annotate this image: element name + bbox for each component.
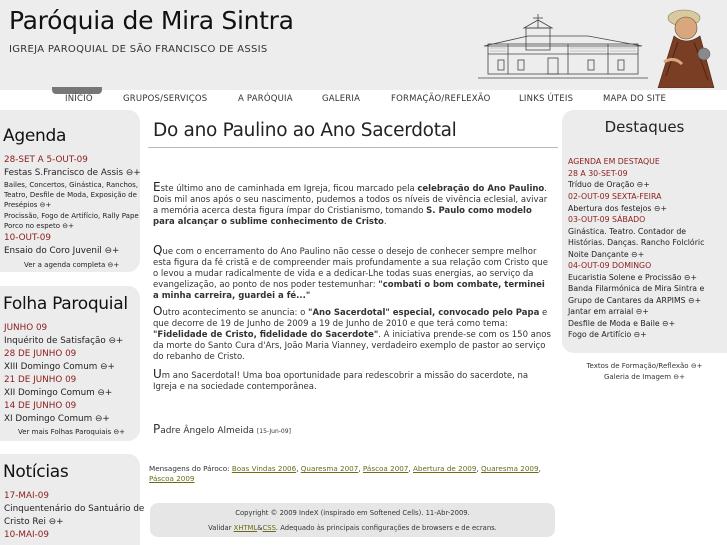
copyright-text: Copyright © 2009 IndeX (inspirado em Softened Cells). 11-Abr-2009. <box>235 509 470 517</box>
agenda-box <box>0 110 140 272</box>
agenda-date: 10-OUT-09 <box>4 233 51 243</box>
site-footer <box>150 503 555 537</box>
agenda-item-desc: Procissão, Fogo de Artifício, Rally Pape <box>4 212 139 220</box>
related-link[interactable]: Boas Vindas 2006 <box>231 464 297 473</box>
nav-item-mapa[interactable]: MAPA DO SITE <box>603 94 667 104</box>
destaques-item: Banda Filarmónica de Mira Sintra e <box>568 284 705 293</box>
article-signature: Padre Ângelo Almeida [15-Jun-09] <box>153 422 291 436</box>
agenda-item-presepios[interactable]: Presépios ⊖+ <box>4 201 52 209</box>
destaques-item: Ginástica. Teatro. Contador de <box>568 227 687 236</box>
folha-date: 14 DE JUNHO 09 <box>4 401 77 411</box>
noticias-date: 10-MAI-09 <box>4 530 49 540</box>
xhtml-link[interactable]: XHTML <box>233 524 258 532</box>
nav-item-galeria[interactable]: GALERIA <box>322 94 361 104</box>
related-messages: Mensagens do Pároco: Boas Vindas 2006, Quaresma 2007, Páscoa 2007, Abertura de 2009, Quaresma 2009, Páscoa 2009 <box>149 464 541 483</box>
nav-item-paroquia[interactable]: A PARÓQUIA <box>238 94 293 104</box>
destaques-item: Histórias. Danças. Rancho Folclóric <box>568 238 705 247</box>
destaques-item[interactable]: Tríduo de Oração ⊖+ <box>568 180 650 189</box>
destaques-item[interactable]: Jantar em arraial ⊖+ <box>568 307 649 316</box>
folha-item[interactable]: Inquérito de Satisfação ⊖+ <box>4 336 124 346</box>
agenda-item-desc: Bailes, Concertos, Ginástica, Ranchos, <box>4 181 139 189</box>
church-and-saint-illustration-icon <box>478 6 724 88</box>
nav-item-grupos[interactable]: GRUPOS/SERVIÇOS <box>123 94 208 104</box>
folha-item[interactable]: XIII Domingo Comum ⊖+ <box>4 362 115 372</box>
destaques-heading: AGENDA EM DESTAQUE <box>568 157 660 166</box>
article-paragraph: Que com o encerramento do Ano Paulino não cesse o desejo de conhecer sempre melhor esta figura da fé cristã e de compreender mais profundamente a sua relação com Cristo que o levou a mudar radicalmente de vida e a dedicar-Lhe todas suas energias, ao serviço da evangelização, ao ponto de nos poder testemunhar: "combati o bom combate, terminei a minha carreira, guardei a fé..." <box>153 243 548 301</box>
folha-title: Folha Paroquial <box>3 294 128 314</box>
nav-item-formacao[interactable]: FORMAÇÃO/REFLEXÃO <box>391 94 491 104</box>
css-link[interactable]: CSS <box>262 524 276 532</box>
title-divider <box>148 147 558 148</box>
folha-box <box>0 286 140 441</box>
destaques-item[interactable]: Grupo de Cantares da ARPIMS ⊖+ <box>568 296 702 305</box>
article-paragraph: Um ano Sacerdotal! Uma boa oportunidade para redescobrir a missão do sacerdote, na Igreja e na sociedade contemporânea. <box>153 367 529 392</box>
nav-item-inicio[interactable]: INÍCIO <box>65 94 93 104</box>
agenda-item-coro[interactable]: Ensaio do Coro Juvenil ⊖+ <box>4 246 120 256</box>
destaques-item[interactable]: Eucaristia Solene e Procissão ⊖+ <box>568 273 698 282</box>
related-link[interactable]: Quaresma 2009 <box>481 464 539 473</box>
galeria-link[interactable]: Galeria de Imagem ⊖+ <box>604 373 685 381</box>
destaques-item[interactable]: Abertura dos festejos ⊖+ <box>568 204 668 213</box>
destaques-title: Destaques <box>604 118 685 136</box>
folha-item[interactable]: XII Domingo Comum ⊖+ <box>4 388 113 398</box>
agenda-date: 28-SET A 5-OUT-09 <box>4 155 88 165</box>
agenda-item-desc: Teatro, Desfile de Moda, Exposição de <box>4 191 137 199</box>
site-subtitle: IGREJA PAROQUIAL DE SÃO FRANCISCO DE ASSIS <box>9 44 268 55</box>
folha-item[interactable]: XI Domingo Comum ⊖+ <box>4 414 110 424</box>
folha-more-link[interactable]: Ver mais Folhas Paroquiais ⊖+ <box>18 428 126 436</box>
agenda-title: Agenda <box>3 126 67 146</box>
article-title: Do ano Paulino ao Ano Sacerdotal <box>153 120 457 141</box>
destaques-date: 02-OUT-09 SEXTA-FEIRA <box>568 192 662 201</box>
noticias-box <box>0 454 145 545</box>
destaques-date: 28 A 30-SET-09 <box>568 169 628 178</box>
folha-date: 21 DE JUNHO 09 <box>4 375 77 385</box>
agenda-item-festas[interactable]: Festas S.Francisco de Assis ⊖+ <box>4 168 141 178</box>
noticias-date: 17-MAI-09 <box>4 491 49 501</box>
related-link[interactable]: Páscoa 2007 <box>362 464 409 473</box>
related-link[interactable]: Abertura de 2009 <box>413 464 477 473</box>
folha-date: JUNHO 09 <box>4 323 48 333</box>
validate-text: Validar XHTML&CSS. Adequado às principais configurações de browsers e de ecrans. <box>208 524 497 532</box>
site-title[interactable]: Paróquia de Mira Sintra <box>9 6 294 35</box>
noticias-title: Notícias <box>3 462 69 482</box>
folha-date: 28 DE JUNHO 09 <box>4 349 77 359</box>
destaques-item[interactable]: Fogo de Artifício ⊖+ <box>568 330 647 339</box>
site-header <box>0 0 727 91</box>
article-paragraph: Outro acontecimento se anuncia: o "Ano Sacerdotal" especial, convocado pelo Papa e que decorre de 19 de Junho de 2009 a 19 de Junho de 2010 e que terá como tema: "Fidelidade de Cristo, fidelidade do Sacerdote". A iniciativa prende-se com os 150 anos da morte do Santo Cura d'Ars, João Maria Vianney, verdadeiro exemplo de pastor ao serviço do rebanho de Cristo. <box>153 304 551 362</box>
destaques-item[interactable]: Desfile de Moda e Baile ⊖+ <box>568 319 676 328</box>
destaques-date: 03-OUT-09 SÁBADO <box>568 215 646 224</box>
noticias-item: Cinquentenário do Santuário de <box>4 504 145 514</box>
agenda-item-porco[interactable]: Porco no espeto ⊖+ <box>4 222 74 230</box>
main-nav <box>0 90 727 110</box>
noticias-item[interactable]: Cristo Rei ⊖+ <box>4 517 64 527</box>
related-link[interactable]: Quaresma 2007 <box>300 464 359 473</box>
destaques-date: 04-OUT-09 DOMINGO <box>568 261 652 270</box>
nav-active-indicator <box>52 87 102 94</box>
destaques-item[interactable]: Noite Dançante ⊖+ <box>568 250 645 259</box>
nav-item-links[interactable]: LINKS ÚTEIS <box>519 94 574 104</box>
related-link[interactable]: Páscoa 2009 <box>149 473 195 483</box>
formacao-link[interactable]: Textos de Formação/Reflexão ⊖+ <box>586 362 703 370</box>
article-paragraph: Este último ano de caminhada em Igreja, ficou marcado pela celebração do Ano Paulino. Dois mil anos após o seu nascimento, pudemos a todos os níveis de vivência eclesial, avivar a memória acerca desta figura ímpar do Cristianismo, tomando S. Paulo como modelo para alcançar o sublime conhecimento de Cristo. <box>153 180 548 227</box>
agenda-more-link[interactable]: Ver a agenda completa ⊖+ <box>24 261 120 269</box>
destaques-box <box>562 110 727 353</box>
